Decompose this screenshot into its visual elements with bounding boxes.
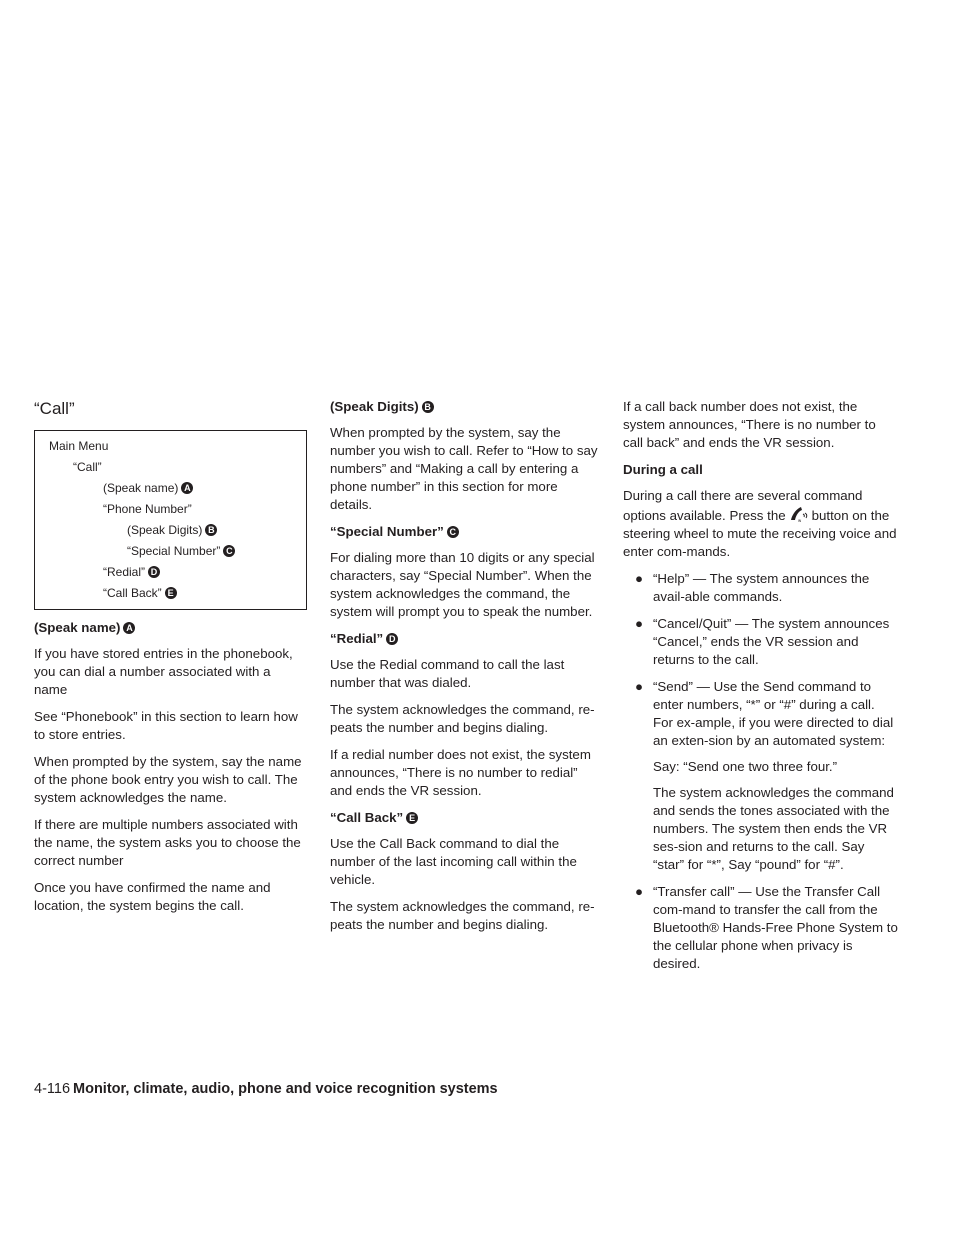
paragraph: If a call back number does not exist, the system announces, “There is no number to call back” and ends the VR session. bbox=[623, 399, 876, 450]
paragraph: If a redial number does not exist, the system announces, “There is no number to redial” and ends the VR session. bbox=[330, 747, 591, 798]
marker-d-icon: D bbox=[386, 633, 398, 645]
menu-item-speak-digits: (Speak Digits) B bbox=[49, 520, 300, 541]
heading-during-call: During a call bbox=[623, 462, 703, 477]
list-item: ● “Cancel/Quit” — The system announces “Cancel,” ends the VR session and returns to the call. bbox=[635, 616, 890, 667]
command-list bbox=[623, 570, 898, 973]
chapter-title: Monitor, climate, audio, phone and voice recognition systems bbox=[73, 1081, 498, 1097]
menu-item-main-menu: Main Menu bbox=[49, 439, 109, 453]
heading-speak-digits: (Speak Digits) B bbox=[330, 398, 603, 416]
menu-item-call-back: “Call Back” E bbox=[49, 583, 300, 604]
heading-speak-name: (Speak name) A bbox=[34, 619, 307, 637]
list-item: ● “Send” — Use the Send command to enter numbers, “*” or “#” during a call. For ex-ample, if you were directed to dial an exten-sion by an automated system: Say: “Send one two three four.” The system acknowledges the command and sends the tones associated with the numbers. The system then ends the VR ses-sion and returns to the call. Say “star” for “*”, Say “pound” for “#”. bbox=[623, 678, 898, 874]
bullet-icon: ● bbox=[635, 571, 644, 586]
marker-b-icon: B bbox=[422, 401, 434, 413]
marker-a-icon: A bbox=[181, 482, 193, 494]
list-item: ● “Help” — The system announces the avail-able commands. bbox=[635, 571, 870, 604]
menu-item-phone-number: “Phone Number” bbox=[103, 502, 192, 516]
marker-c-icon: C bbox=[223, 545, 235, 557]
page-number: 4-116 bbox=[34, 1081, 71, 1097]
paragraph: Use the Redial command to call the last number that was dialed. bbox=[330, 657, 565, 690]
heading-call-back: “Call Back” E bbox=[330, 809, 603, 827]
paragraph: Once you have confirmed the name and location, the system begins the call. bbox=[34, 880, 271, 913]
marker-e-icon: E bbox=[406, 812, 418, 824]
list-item: ● “Transfer call” — Use the Transfer Call com-mand to transfer the call from the Bluetooth® Hands-Free Phone System to the cellular phone when privacy is desired. bbox=[635, 884, 898, 971]
bullet-icon: ● bbox=[635, 884, 644, 899]
column-middle bbox=[330, 398, 603, 943]
heading-redial: “Redial” D bbox=[330, 630, 603, 648]
phone-talk-icon bbox=[788, 505, 810, 523]
paragraph-intro: During a call there are several command options available. Press the w button on the steering wheel to mute the receiving voice and enter com-mands. bbox=[623, 488, 897, 559]
column-left bbox=[34, 398, 307, 924]
paragraph: When prompted by the system, say the number you wish to call. Refer to “How to say numbers” and “Making a call by entering a phone number” in this section for more details. bbox=[330, 425, 598, 512]
menu-item-call: “Call” bbox=[73, 460, 102, 474]
paragraph: See “Phonebook” in this section to learn how to store entries. bbox=[34, 709, 298, 742]
column-right bbox=[623, 398, 898, 982]
marker-a-icon: A bbox=[123, 622, 135, 634]
menu-item-special-number: “Special Number” C bbox=[49, 541, 300, 562]
marker-e-icon: E bbox=[165, 587, 177, 599]
bullet-icon: ● bbox=[635, 616, 644, 631]
paragraph: The system acknowledges the command, re-peats the number and begins dialing. bbox=[330, 702, 595, 735]
send-acknowledge: The system acknowledges the command and sends the tones associated with the numbers. The system then ends the VR ses-sion and returns to the call. Say “star” for “*”, Say “pound” for “#”. bbox=[653, 785, 894, 872]
section-title: “Call” bbox=[34, 399, 75, 418]
marker-b-icon: B bbox=[205, 524, 217, 536]
paragraph: If there are multiple numbers associated with the name, the system asks you to choose the correct number bbox=[34, 817, 301, 868]
menu-item-redial: “Redial” D bbox=[49, 562, 300, 583]
paragraph: If you have stored entries in the phonebook, you can dial a number associated with a name bbox=[34, 646, 293, 697]
marker-d-icon: D bbox=[148, 566, 160, 578]
paragraph: For dialing more than 10 digits or any special characters, say “Special Number”. When the system acknowledges the command, the system will prompt you to speak the number. bbox=[330, 550, 595, 619]
paragraph: The system acknowledges the command, re-peats the number and begins dialing. bbox=[330, 899, 595, 932]
menu-tree-box bbox=[34, 430, 307, 610]
svg-text:w: w bbox=[797, 518, 801, 523]
paragraph: When prompted by the system, say the name of the phone book entry you wish to call. The system acknowledges the name. bbox=[34, 754, 302, 805]
send-example: Say: “Send one two three four.” bbox=[653, 759, 838, 774]
menu-item-speak-name: (Speak name) A bbox=[49, 478, 300, 499]
paragraph: Use the Call Back command to dial the number of the last incoming call within the vehicle. bbox=[330, 836, 577, 887]
page-footer bbox=[34, 1081, 498, 1097]
heading-special-number: “Special Number” C bbox=[330, 523, 603, 541]
bullet-icon: ● bbox=[635, 679, 644, 694]
marker-c-icon: C bbox=[447, 526, 459, 538]
